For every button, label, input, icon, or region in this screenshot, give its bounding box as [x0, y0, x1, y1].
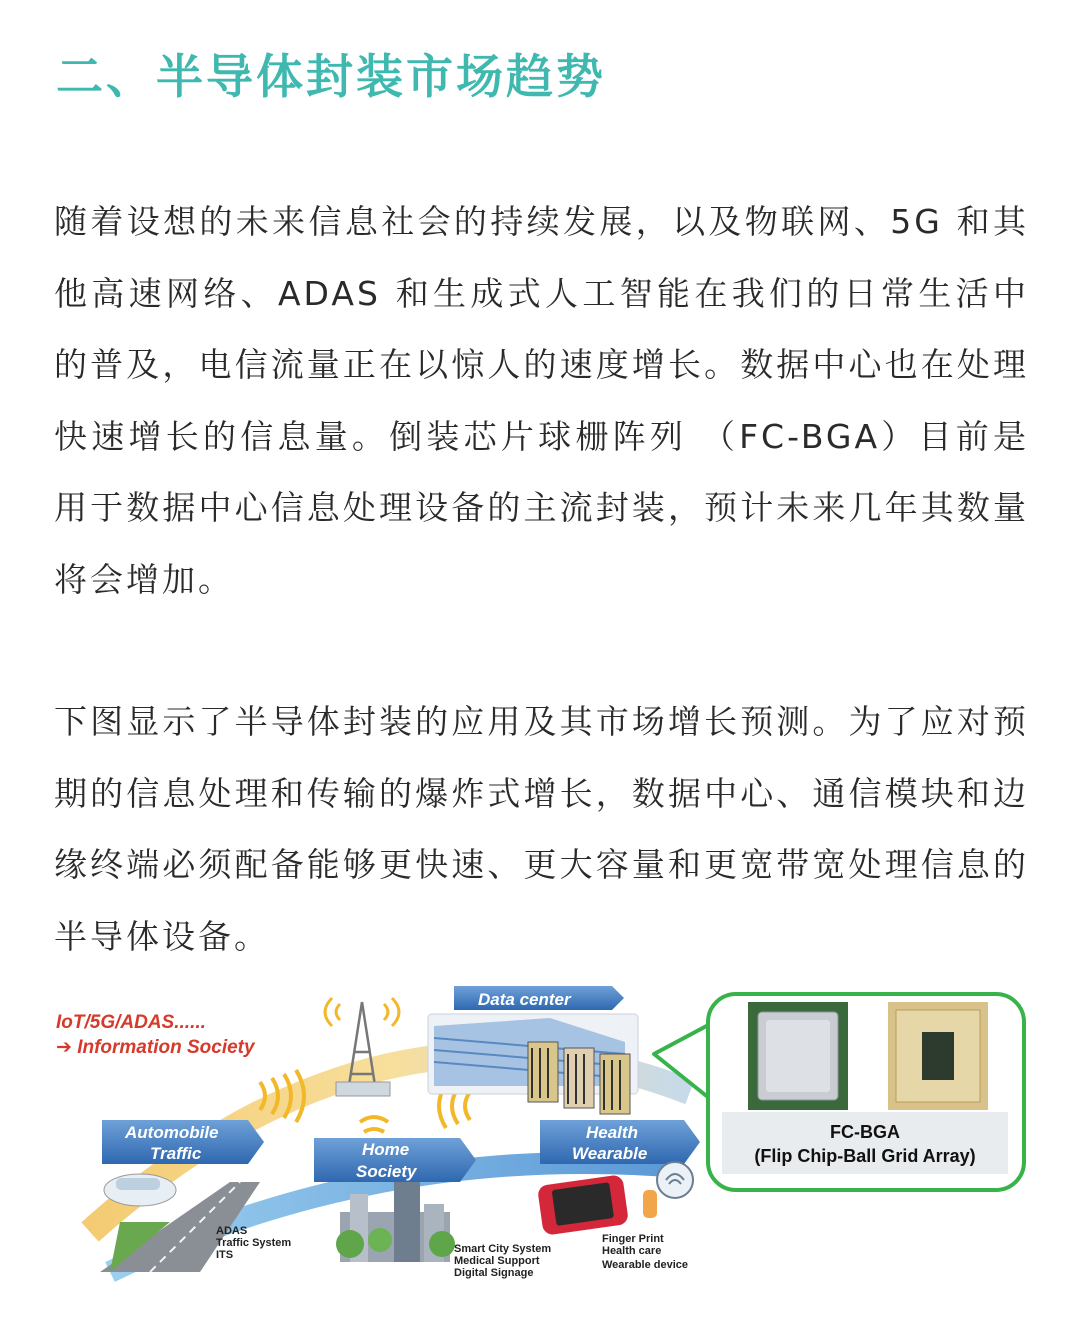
data-center-illustration	[428, 1014, 638, 1114]
package-subtitle: (Flip Chip-Ball Grid Array)	[754, 1146, 976, 1166]
auto-items	[216, 1225, 291, 1261]
svg-text:Finger Print: Finger Print	[602, 1233, 664, 1245]
svg-text:ITS: ITS	[216, 1249, 234, 1261]
svg-text:Wearable device: Wearable device	[602, 1259, 689, 1271]
data-center-tag	[454, 986, 624, 1010]
package-title: FC-BGA	[830, 1122, 900, 1142]
chip-top-image	[748, 1002, 848, 1110]
health-tag	[540, 1120, 700, 1164]
fc-bga-callout	[654, 994, 1024, 1190]
headline-line2: ➔ Information Society	[56, 1037, 255, 1058]
automobile-label-2: Traffic	[150, 1144, 202, 1163]
svg-text:Traffic System: Traffic System	[216, 1237, 292, 1249]
headline-line1: IoT/5G/ADAS......	[56, 1012, 206, 1033]
svg-text:Health care: Health care	[602, 1245, 662, 1257]
data-center-label: Data center	[478, 990, 571, 1009]
svg-text:Medical Support: Medical Support	[454, 1255, 540, 1267]
svg-text:ADAS: ADAS	[216, 1225, 248, 1237]
health-items	[602, 1233, 688, 1271]
market-figure	[50, 982, 1040, 1282]
automobile-tag	[102, 1120, 264, 1164]
svg-text:Smart City System: Smart City System	[454, 1243, 552, 1255]
home-tag	[314, 1138, 476, 1182]
svg-text:Digital Signage: Digital Signage	[454, 1267, 534, 1279]
section-title: 二、半导体封装市场趋势	[56, 50, 606, 105]
home-items	[454, 1243, 551, 1279]
home-label-1: Home	[362, 1140, 410, 1159]
paragraph-1: 随着设想的未来信息社会的持续发展，以及物联网、5G 和其他高速网络、ADAS 和生成式人工智能在我们的日常生活中的普及，电信流量正在以惊人的速度增长。数据中心也在处理快速增长的信息量。倒装芯片球栅阵列 （FC-BGA）目前是用于数据中心信息处理设备的主流封装，预计未来几年其数量将会增加。	[54, 202, 1029, 599]
health-label-2: Wearable	[572, 1144, 648, 1163]
city-illustration	[336, 1182, 455, 1262]
home-label-2: Society	[356, 1162, 417, 1181]
chip-bottom-image	[888, 1002, 988, 1110]
health-label-1: Health	[586, 1123, 638, 1142]
paragraph-2: 下图显示了半导体封装的应用及其市场增长预测。为了应对预期的信息处理和传输的爆炸式增长，数据中心、通信模块和边缘终端必须配备能够更快速、更大容量和更宽带宽处理信息的半导体设备。	[54, 702, 1029, 956]
automobile-label-1: Automobile	[125, 1123, 219, 1142]
